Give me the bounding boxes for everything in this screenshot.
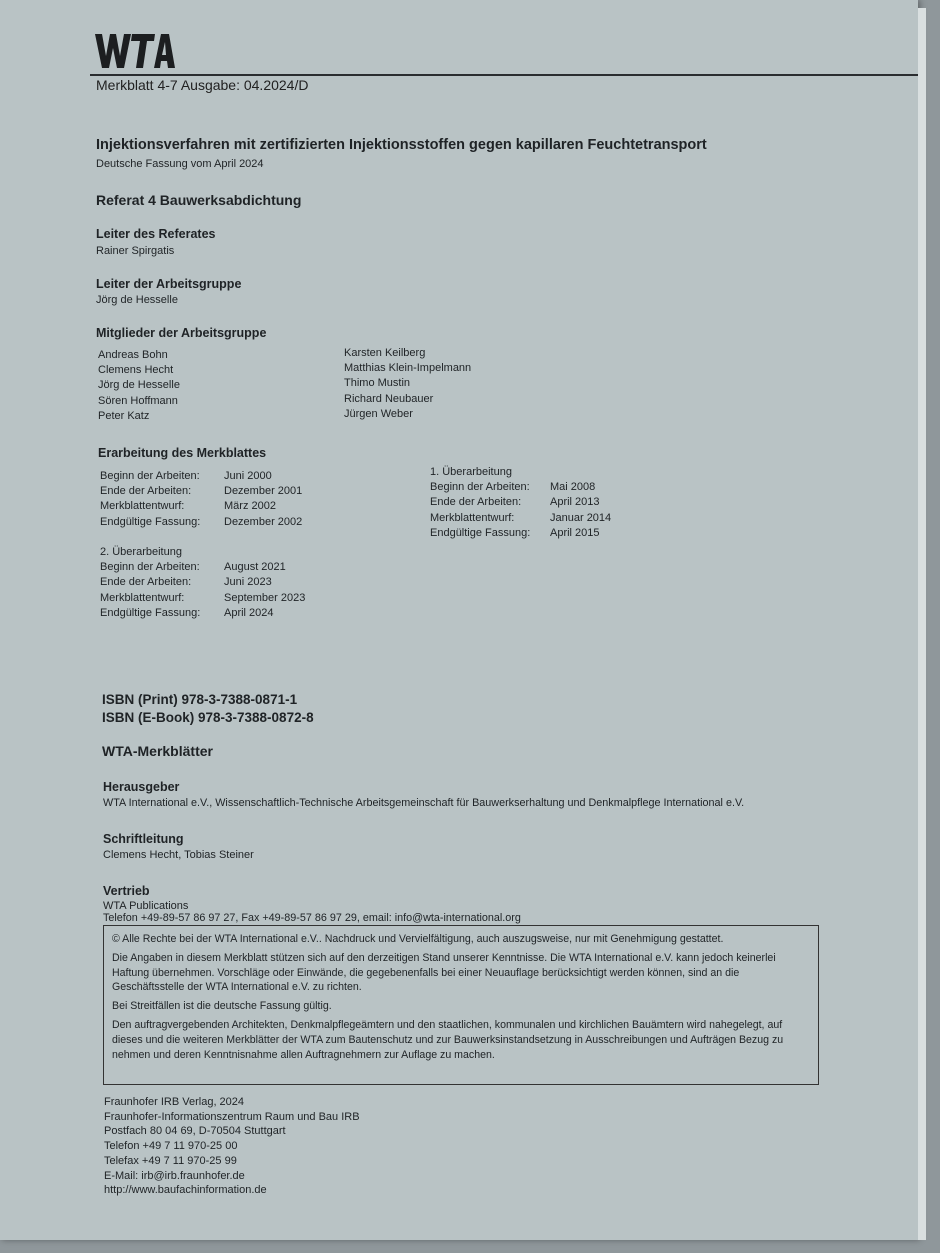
- member-name: Sören Hoffmann: [98, 394, 178, 407]
- timeline-row: Ende der Arbeiten: April 2013: [430, 496, 600, 509]
- member-name: Jürgen Weber: [344, 407, 413, 420]
- timeline-row: Endgültige Fassung: April 2015: [430, 526, 600, 539]
- mitglieder-heading: Mitglieder der Arbeitsgruppe: [96, 326, 267, 340]
- revision-title: 1. Überarbeitung: [430, 466, 512, 478]
- timeline-row: Merkblattentwurf: Januar 2014: [430, 511, 612, 524]
- member-name: Clemens Hecht: [98, 364, 174, 377]
- member-name: Peter Katz: [98, 409, 150, 422]
- herausgeber-text: WTA International e.V., Wissenschaftlich-Technische Arbeitsgemeinschaft für Bauwerkserhaltung und Denkmalpflege International e.V.: [103, 797, 745, 809]
- vertrieb-heading: Vertrieb: [103, 884, 150, 898]
- wta-logo-icon: [95, 30, 175, 70]
- member-name: Jörg de Hesselle: [98, 379, 180, 392]
- timeline-row: Merkblattentwurf: März 2002: [100, 500, 276, 513]
- header-rule: [90, 74, 918, 76]
- document-title: Injektionsverfahren mit zertifizierten Injektionsstoffen gegen kapillaren Feuchtetransport: [96, 137, 707, 153]
- revision-title: 2. Überarbeitung: [100, 546, 182, 558]
- leiter-referat-name: Rainer Spirgatis: [96, 245, 175, 257]
- leiter-gruppe-name: Jörg de Hesselle: [96, 294, 178, 306]
- publisher-line: Fraunhofer-Informationszentrum Raum und Bau IRB: [104, 1110, 360, 1123]
- leiter-referat-heading: Leiter des Referates: [96, 227, 216, 241]
- referat-heading: Referat 4 Bauwerksabdichtung: [96, 192, 302, 208]
- notice-copyright: © Alle Rechte bei der WTA International e.V.. Nachdruck und Vervielfältigung, auch auszugsweise, nur mit Genehmigung gestattet.: [112, 933, 724, 945]
- erarbeitung-rev1: [430, 465, 611, 541]
- member-name: Matthias Klein-Impelmann: [344, 362, 472, 375]
- leiter-gruppe-heading: Leiter der Arbeitsgruppe: [96, 277, 242, 291]
- publisher-block: [104, 1095, 360, 1198]
- timeline-row: Beginn der Arbeiten: Juni 2000: [100, 470, 272, 482]
- schriftleitung-text: Clemens Hecht, Tobias Steiner: [103, 849, 254, 861]
- vertrieb-name: WTA Publications: [103, 900, 189, 912]
- erarbeitung-heading: Erarbeitung des Merkblattes: [98, 446, 267, 460]
- publisher-line: Fraunhofer IRB Verlag, 2024: [104, 1096, 245, 1108]
- wta-logo: [95, 30, 175, 75]
- member-name: Thimo Mustin: [344, 377, 411, 390]
- timeline-row: Beginn der Arbeiten: Mai 2008: [430, 481, 596, 494]
- member-name: Richard Neubauer: [344, 392, 434, 405]
- mitglieder-column-2: [344, 346, 471, 422]
- notice-recommendation: Den auftragvergebenden Architekten, Denkmalpflegeämtern und den staatlichen, kommunalen und kirchlichen Bauämtern wird nahegelegt, auf dieses und die weiteren Merkblätter der WTA zum Bautenschutz und zur Bauwerksinstandsetzung in Ausschreibungen und Aufträgen Bezug zu nehmen und deren Kenntnisnahme allen Auftragnehmern zur Auflage zu machen.: [112, 1018, 784, 1061]
- publisher-line: Telefon +49 7 11 970-25 00: [104, 1140, 238, 1153]
- publisher-line: Postfach 80 04 69, D-70504 Stuttgart: [104, 1125, 286, 1138]
- merkblaetter-heading: WTA-Merkblätter: [102, 743, 213, 759]
- member-name: Andreas Bohn: [98, 349, 168, 361]
- notice-language: Bei Streitfällen ist die deutsche Fassung gültig.: [112, 1000, 332, 1013]
- timeline-row: Ende der Arbeiten: Juni 2023: [100, 576, 272, 589]
- notice-liability: Die Angaben in diesem Merkblatt stützen sich auf den derzeitigen Stand unserer Kenntnisse. Die WTA International e.V. kann jedoch keinerlei Haftung übernehmen. Vorschläge oder Einwände, die gegebenenfalls bei einer Neuauflage berücksichtigt werden können, sind an die Geschäftsstelle der WTA International e.V. zu richten.: [112, 951, 776, 994]
- publisher-line: http://www.baufachinformation.de: [104, 1184, 267, 1197]
- timeline-row: Merkblattentwurf: September 2023: [100, 591, 306, 604]
- vertrieb-contact: Telefon +49-89-57 86 97 27, Fax +49-89-57 86 97 29, email: info@wta-international.org: [103, 912, 521, 924]
- isbn-ebook: ISBN (E-Book) 978-3-7388-0872-8: [102, 710, 314, 725]
- erarbeitung-original: [100, 469, 302, 530]
- mitglieder-column-1: [98, 348, 180, 424]
- edition-line: Merkblatt 4-7 Ausgabe: 04.2024/D: [96, 77, 309, 93]
- timeline-row: Beginn der Arbeiten: August 2021: [100, 561, 286, 574]
- timeline-row: Endgültige Fassung: April 2024: [100, 606, 274, 619]
- herausgeber-heading: Herausgeber: [103, 780, 180, 794]
- schriftleitung-heading: Schriftleitung: [103, 832, 184, 846]
- document-subtitle: Deutsche Fassung vom April 2024: [96, 158, 264, 170]
- erarbeitung-rev2: [100, 545, 305, 621]
- timeline-row: Endgültige Fassung: Dezember 2002: [100, 515, 303, 528]
- member-name: Karsten Keilberg: [344, 347, 426, 359]
- copyright-notice-box: [103, 925, 819, 1085]
- isbn-print: ISBN (Print) 978-3-7388-0871-1: [102, 692, 298, 707]
- publisher-line: E-Mail: irb@irb.fraunhofer.de: [104, 1169, 245, 1182]
- timeline-row: Ende der Arbeiten: Dezember 2001: [100, 485, 303, 498]
- publisher-line: Telefax +49 7 11 970-25 99: [104, 1154, 237, 1167]
- page-edge: [918, 8, 926, 1240]
